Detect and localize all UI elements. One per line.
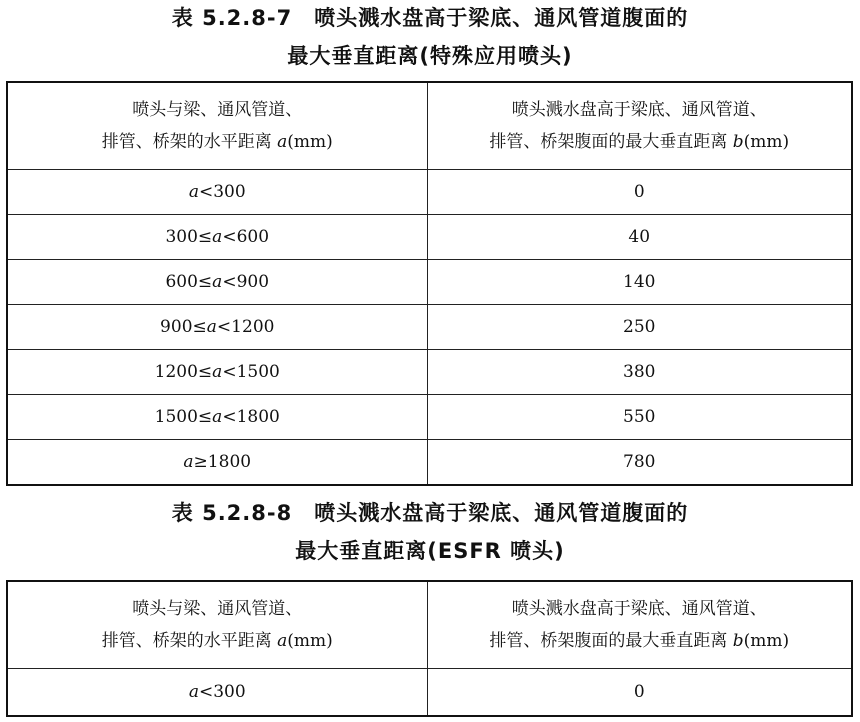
table-row [7,395,852,440]
value-cell: 380 [427,350,852,395]
table1-header-col2 [427,82,852,170]
table1-header-row [7,82,852,170]
range-cell: a<300 [7,669,427,717]
value-cell: 250 [427,305,852,350]
table1-header-col2-line2: 排管、桥架腹面的最大垂直距离 b(mm) [489,132,790,152]
table2-header-row [7,581,852,669]
table2-header-col2-line1: 喷头溅水盘高于梁底、通风管道、 [511,599,767,619]
range-cell: 1200≤a<1500 [7,350,427,395]
table2-title-line2: 最大垂直距离(ESFR 喷头) [295,539,565,563]
value-cell: 40 [427,215,852,260]
table-row [7,669,852,717]
table1-title-line1: 表 5.2.8-7 喷头溅水盘高于梁底、通风管道腹面的 [171,6,689,30]
value-cell: 780 [427,440,852,486]
table1-header-col2-line1: 喷头溅水盘高于梁底、通风管道、 [511,100,767,120]
table-row [7,350,852,395]
range-cell: 1500≤a<1800 [7,395,427,440]
table-row [7,260,852,305]
value-cell: 0 [427,669,852,717]
table2-header-col1 [7,581,427,669]
table1 [6,81,853,486]
table1-header-col1-line2: 排管、桥架的水平距离 a(mm) [101,132,333,152]
table-row [7,170,852,215]
table2-header-col2 [427,581,852,669]
table-row [7,440,852,486]
table1-header-col1-line1: 喷头与梁、通风管道、 [132,100,303,120]
table-row [7,215,852,260]
table2-header-col1-line1: 喷头与梁、通风管道、 [132,599,303,619]
table2-header-col2-line2: 排管、桥架腹面的最大垂直距离 b(mm) [489,631,790,651]
table2-title-line1: 表 5.2.8-8 喷头溅水盘高于梁底、通风管道腹面的 [171,501,689,525]
table2-header-col1-line2: 排管、桥架的水平距离 a(mm) [101,631,333,651]
range-cell: 300≤a<600 [7,215,427,260]
range-cell: 600≤a<900 [7,260,427,305]
range-cell: 900≤a<1200 [7,305,427,350]
value-cell: 550 [427,395,852,440]
table1-title-line2: 最大垂直距离(特殊应用喷头) [287,44,573,68]
value-cell: 0 [427,170,852,215]
table2 [6,580,853,717]
table1-header-col1 [7,82,427,170]
range-cell: a≥1800 [7,440,427,486]
value-cell: 140 [427,260,852,305]
table-row [7,305,852,350]
range-cell: a<300 [7,170,427,215]
